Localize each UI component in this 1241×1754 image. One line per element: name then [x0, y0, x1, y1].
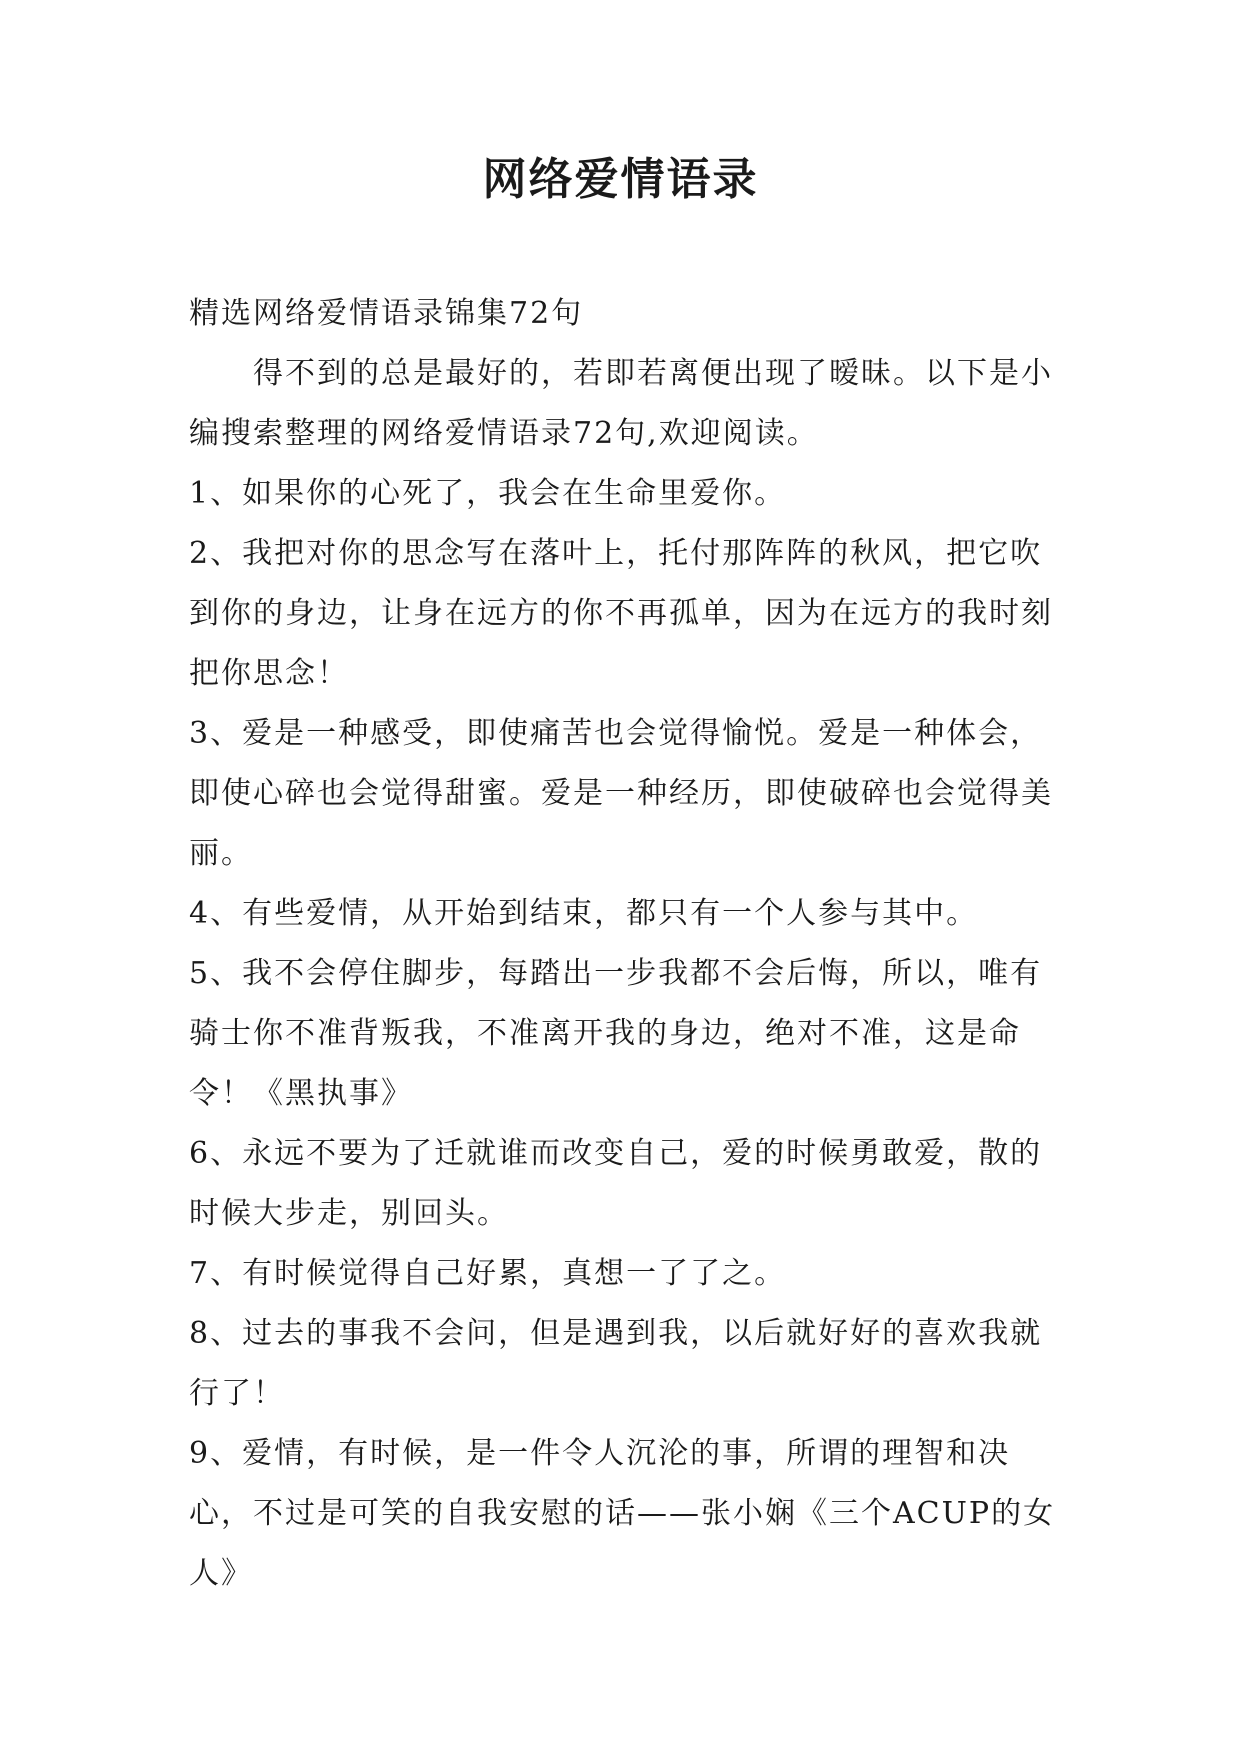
quote-item: 6、永远不要为了迁就谁而改变自己，爱的时候勇敢爱，散的时候大步走，别回头。 — [189, 1136, 1043, 1231]
quote-item: 8、过去的事我不会问，但是遇到我，以后就好好的喜欢我就行了！ — [189, 1316, 1043, 1411]
intro-paragraph: 得不到的总是最好的，若即若离便出现了暧昧。以下是小编搜索整理的网络爱情语录72句,欢迎阅读。 — [189, 356, 1053, 451]
quote-item: 7、有时候觉得自己好累，真想一了了之。 — [189, 1256, 787, 1291]
quote-item: 5、我不会停住脚步，每踏出一步我都不会后悔，所以，唯有骑士你不准背叛我，不准离开我的身边，绝对不准，这是命令！《黑执事》 — [189, 956, 1043, 1111]
quote-item: 3、爱是一种感受，即使痛苦也会觉得愉悦。爱是一种体会，即使心碎也会觉得甜蜜。爱是一种经历，即使破碎也会觉得美丽。 — [189, 716, 1053, 871]
quote-item: 9、爱情，有时候，是一件令人沉沦的事，所谓的理智和决心，不过是可笑的自我安慰的话——张小娴《三个ACUP的女人》 — [189, 1436, 1056, 1591]
quote-item: 1、如果你的心死了，我会在生命里爱你。 — [189, 476, 787, 511]
document-title: 网络爱情语录 — [482, 154, 759, 205]
quote-item: 2、我把对你的思念写在落叶上，托付那阵阵的秋风，把它吹到你的身边，让身在远方的你不再孤单，因为在远方的我时刻把你思念！ — [189, 536, 1053, 691]
document-subtitle: 精选网络爱情语录锦集72句 — [189, 296, 584, 331]
quote-item: 4、有些爱情，从开始到结束，都只有一个人参与其中。 — [189, 896, 979, 931]
document-body — [189, 284, 1059, 1604]
